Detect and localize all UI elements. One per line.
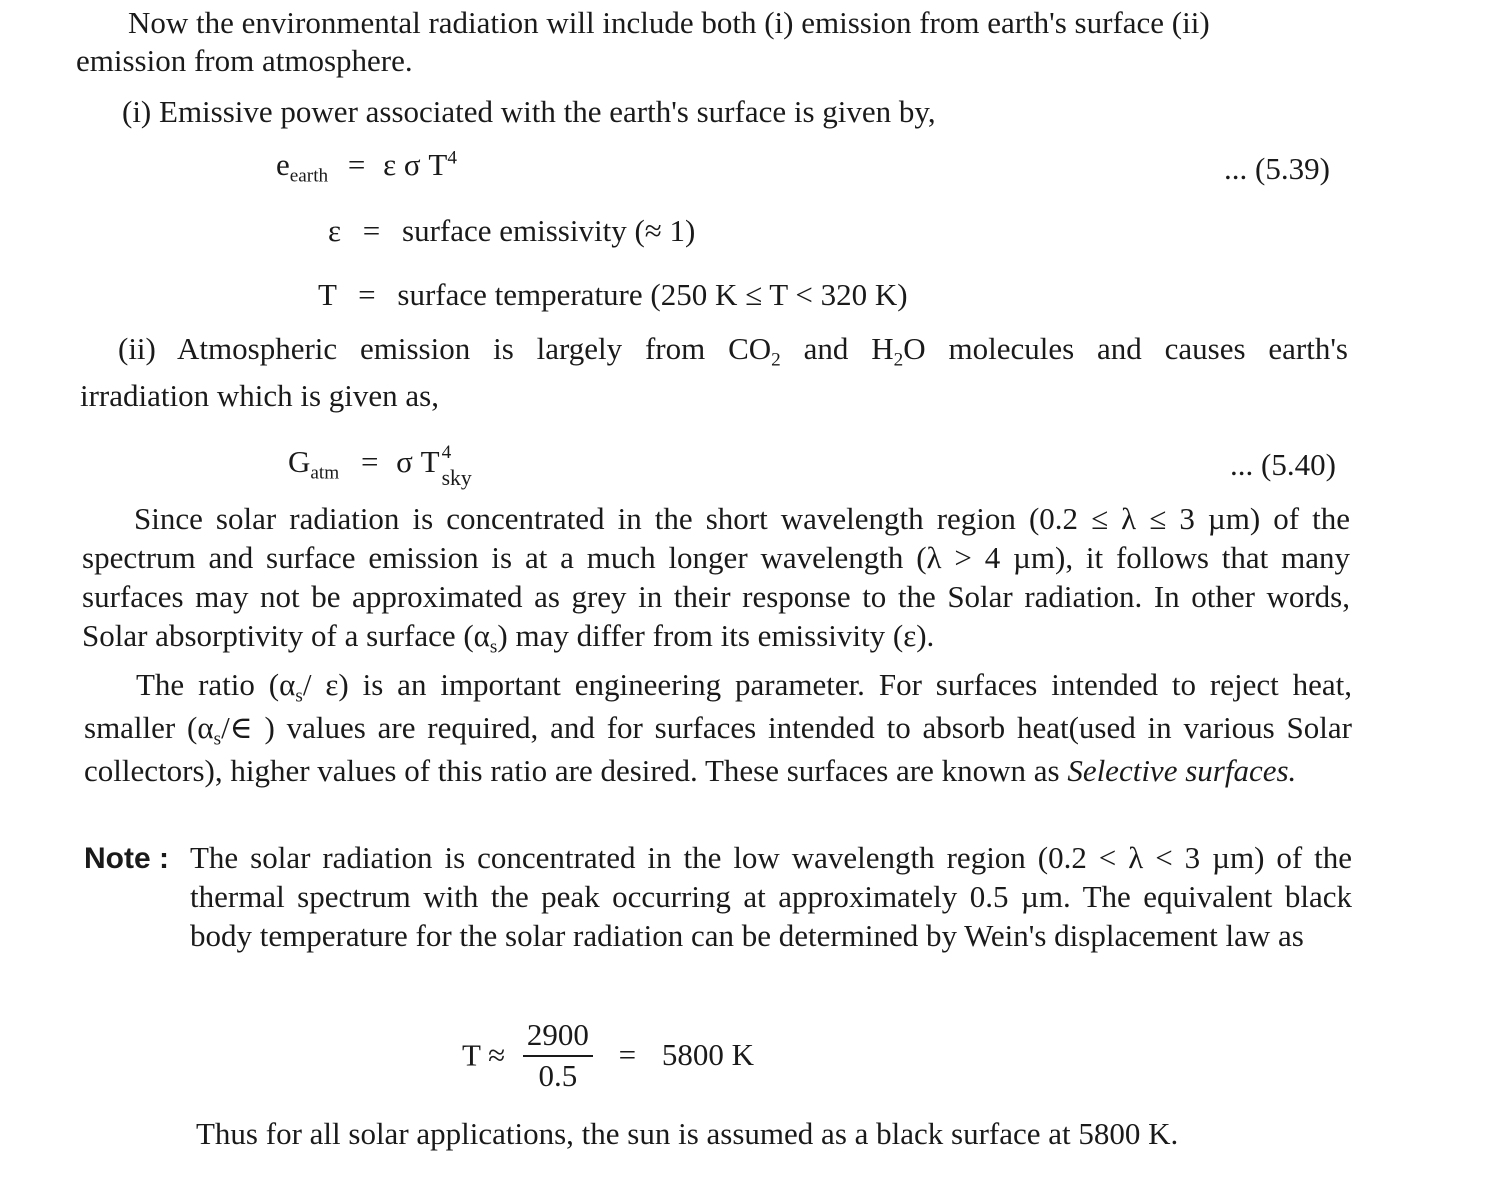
paragraph-solar-text-end: ) may differ from its emissivity (ε). xyxy=(497,618,935,653)
def-epsilon-equals: = xyxy=(362,213,381,248)
def-epsilon-symbol: ε xyxy=(328,213,342,248)
paragraph-solar-radiation xyxy=(82,499,1350,658)
eq-5-40-number: ... (5.40) xyxy=(1230,447,1336,482)
note-label: Note : xyxy=(84,842,169,875)
wien-equals: = xyxy=(618,1037,637,1073)
wien-numerator: 2900 xyxy=(523,1016,593,1057)
paragraph-solar-text: Since solar radiation is concentrated in the short wavelength region (0.2 ≤ λ ≤ 3 µm) of the spectrum and surface emission is at a much longer wavelength (λ > 4 µm), it follows that many surfaces may not be approximated as grey in their response to the Solar radiation. In other words, Solar absorptivity of a surface (α xyxy=(82,501,1350,653)
wien-fraction xyxy=(523,1016,593,1096)
intro-line-2: emission from atmosphere. xyxy=(76,43,413,78)
paragraph-ratio-text-a: The ratio (α xyxy=(136,667,296,702)
note-text: The solar radiation is concentrated in the low wavelength region (0.2 < λ < 3 µm) of the thermal spectrum with the peak occurring at approximately 0.5 µm. The equivalent black body temperature for the solar radiation can be determined by Wein's displacement law as xyxy=(190,840,1352,953)
def-epsilon-text: surface emissivity (≈ 1) xyxy=(402,213,696,248)
eq-5-40-rhs: σ T xyxy=(396,444,440,479)
eq-5-39-rhs-sup: 4 xyxy=(447,147,457,169)
ratio-alpha-s-subscript-2: s xyxy=(213,728,222,750)
paragraph-ratio-text-c: /∈ ) values are required, and for surfaces intended to absorb heat(used in various Solar collectors), higher values of this ratio are desired. These surfaces are known as xyxy=(84,710,1352,788)
eq-5-40-rhs-sub: sky xyxy=(441,466,472,490)
def-temperature-equals: = xyxy=(358,277,376,312)
h2o-subscript: 2 xyxy=(893,349,904,371)
ratio-alpha-s-subscript: s xyxy=(295,685,303,707)
alpha-s-subscript: s xyxy=(489,636,498,658)
paragraph-ratio-text-b: / ε) is an important engineering parameter. For surfaces intended to reject heat, smaller (α xyxy=(84,667,1352,745)
wien-lhs: T ≈ xyxy=(462,1037,506,1073)
eq-5-40-lhs-sub: atm xyxy=(310,462,340,484)
eq-5-39-lhs: e xyxy=(276,147,290,182)
eq-5-39-number: ... (5.39) xyxy=(1224,151,1330,186)
eq-5-39-rhs: ε σ T xyxy=(383,147,448,182)
item-ii-text-a: (ii) Atmospheric emission is largely from CO xyxy=(118,331,772,366)
def-temperature-symbol: T xyxy=(318,277,337,312)
eq-5-39 xyxy=(276,146,457,185)
item-ii-line-1 xyxy=(118,330,1348,369)
wien-result: 5800 K xyxy=(661,1037,755,1073)
def-temperature xyxy=(318,276,908,315)
eq-5-39-lhs-sub: earth xyxy=(289,165,329,187)
intro-line-1: Now the environmental radiation will include both (i) emission from earth's surface (ii) xyxy=(128,5,1210,40)
item-i-text: (i) Emissive power associated with the earth's surface is given by, xyxy=(122,94,936,129)
wien-equation xyxy=(462,1016,754,1096)
def-temperature-text: surface temperature (250 K ≤ T < 320 K) xyxy=(397,277,908,312)
eq-5-39-equals: = xyxy=(347,147,366,182)
paragraph-ratio xyxy=(84,663,1352,792)
eq-5-40 xyxy=(288,442,480,490)
def-epsilon xyxy=(328,212,695,251)
wien-denominator: 0.5 xyxy=(538,1057,578,1093)
co2-subscript: 2 xyxy=(771,349,781,371)
item-ii-text-c: O molecules and causes earth's xyxy=(903,331,1348,366)
item-ii-line-2: irradiation which is given as, xyxy=(80,378,439,413)
item-ii-text-b: and H xyxy=(780,331,894,366)
eq-5-40-rhs-sup: 4 xyxy=(441,442,452,463)
conclusion: Thus for all solar applications, the sun is assumed as a black surface at 5800 K. xyxy=(196,1116,1179,1151)
eq-5-40-lhs: G xyxy=(288,444,311,479)
selective-surfaces-term: Selective surfaces. xyxy=(1067,753,1297,788)
eq-5-40-equals: = xyxy=(360,444,379,479)
